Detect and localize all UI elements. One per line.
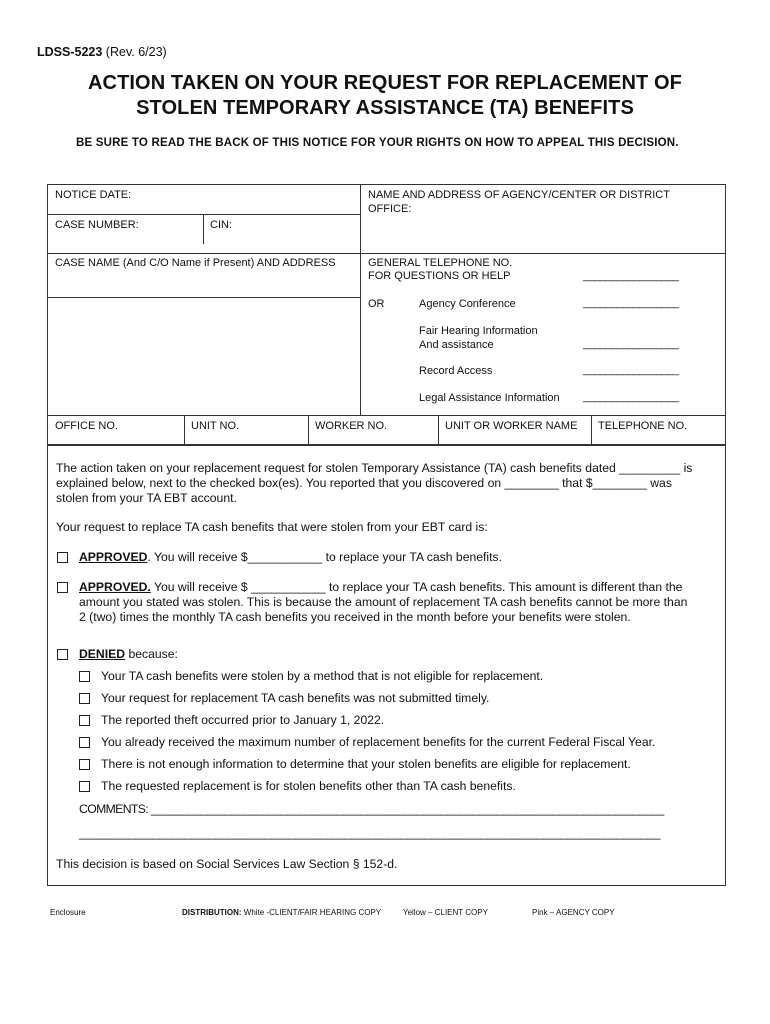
denied-text: because: <box>125 647 178 661</box>
approved-different-label: APPROVED. <box>79 580 151 594</box>
distribution-white: White -CLIENT/FAIR HEARING COPY <box>241 908 382 917</box>
denied-reason-checkbox[interactable] <box>79 693 90 704</box>
distribution-pink: Pink – AGENCY COPY <box>532 908 615 917</box>
denied-reason: The reported theft occurred prior to January 1, 2022. <box>101 713 385 727</box>
intro-line-1: The action taken on your replacement request for stolen Temporary Assistance (TA) cash benefits dated _________ is <box>56 461 693 475</box>
agency-address-label-1: NAME AND ADDRESS OF AGENCY/CENTER OR DISTRICT <box>368 189 670 201</box>
request-line: Your request to replace TA cash benefits that were stolen from your EBT card is: <box>56 520 488 534</box>
decision-basis: This decision is based on Social Services Law Section § 152-d. <box>56 857 398 871</box>
denied-reason: The requested replacement is for stolen benefits other than TA cash benefits. <box>101 779 516 793</box>
approved-different-text-2: amount you stated was stolen. This is because the amount of replacement TA cash benefits cannot be more than <box>79 595 688 609</box>
agency-conference-label: Agency Conference <box>419 298 516 310</box>
grid-divider <box>591 415 592 445</box>
approved-label: APPROVED <box>79 550 148 564</box>
distribution-label <box>182 908 381 917</box>
approved-different-option <box>79 580 682 595</box>
fair-hearing-label-2: And assistance <box>419 339 494 351</box>
fair-hearing-blank[interactable]: _________________ <box>583 338 679 350</box>
denied-reason: You already received the maximum number of replacement benefits for the current Federal Fiscal Year. <box>101 735 656 749</box>
notice-date-label: NOTICE DATE: <box>55 189 132 201</box>
denied-reason-checkbox[interactable] <box>79 781 90 792</box>
denied-label: DENIED <box>79 647 126 661</box>
decision-box <box>47 445 726 886</box>
fair-hearing-label-1: Fair Hearing Information <box>419 325 538 337</box>
grid-divider <box>47 253 726 254</box>
unit-no-label: UNIT NO. <box>191 420 240 432</box>
distribution-yellow: Yellow – CLIENT COPY <box>403 908 488 917</box>
info-grid <box>47 184 726 445</box>
denied-reason-checkbox[interactable] <box>79 759 90 770</box>
denied-reason-checkbox[interactable] <box>79 671 90 682</box>
intro-line-2: explained below, next to the checked box(es). You reported that you discovered on ________ that $________ was <box>56 476 672 490</box>
form-revision: (Rev. 6/23) <box>105 45 167 59</box>
page-title-line-1: ACTION TAKEN ON YOUR REQUEST FOR REPLACEMENT OF <box>88 72 682 94</box>
approved-text: . You will receive $___________ to replace your TA cash benefits. <box>147 550 502 564</box>
grid-divider <box>438 415 439 445</box>
approved-different-checkbox[interactable] <box>57 582 68 593</box>
record-access-label: Record Access <box>419 365 493 377</box>
enclosure-label: Enclosure <box>50 908 86 917</box>
denied-option <box>79 647 178 662</box>
denied-reason: There is not enough information to determine that your stolen benefits are eligible for replacement. <box>101 757 631 771</box>
legal-assistance-blank[interactable]: _________________ <box>583 391 679 403</box>
denied-reason-checkbox[interactable] <box>79 737 90 748</box>
grid-divider <box>184 415 185 445</box>
denied-checkbox[interactable] <box>57 649 68 660</box>
telephone-no-label: TELEPHONE NO. <box>598 420 688 432</box>
phone-blank[interactable]: _________________ <box>583 270 679 282</box>
denied-reason: Your TA cash benefits were stolen by a method that is not eligible for replacement. <box>101 669 544 683</box>
intro-line-3: stolen from your TA EBT account. <box>56 491 237 505</box>
approved-option <box>79 550 502 565</box>
phone-label-2: FOR QUESTIONS OR HELP <box>368 270 511 282</box>
case-number-label: CASE NUMBER: <box>55 219 139 231</box>
grid-divider <box>360 184 361 415</box>
worker-no-label: WORKER NO. <box>315 420 388 432</box>
denied-reason-checkbox[interactable] <box>79 715 90 726</box>
grid-divider <box>47 415 726 416</box>
grid-divider <box>203 214 204 244</box>
cin-label: CIN: <box>210 219 232 231</box>
legal-assistance-label: Legal Assistance Information <box>419 392 560 404</box>
denied-reason: Your request for replacement TA cash benefits was not submitted timely. <box>101 691 490 705</box>
approved-different-text-1: You will receive $ ___________ to replace your TA cash benefits. This amount is different than the <box>150 580 683 594</box>
unit-worker-name-label: UNIT OR WORKER NAME <box>445 420 578 432</box>
distribution-heading: DISTRIBUTION: <box>182 908 242 917</box>
or-label: OR <box>368 298 385 310</box>
form-number: LDSS-5223 <box>37 45 103 59</box>
agency-address-label-2: OFFICE: <box>368 203 412 215</box>
office-no-label: OFFICE NO. <box>55 420 118 432</box>
case-name-label: CASE NAME (And C/O Name if Present) AND ADDRESS <box>55 257 336 269</box>
appeal-notice: BE SURE TO READ THE BACK OF THIS NOTICE FOR YOUR RIGHTS ON HOW TO APPEAL THIS DECISION. <box>76 137 679 149</box>
page-title-line-2: STOLEN TEMPORARY ASSISTANCE (TA) BENEFITS <box>136 97 634 119</box>
comments-line-2[interactable]: ______________________________________________________________________________________________ <box>79 826 660 840</box>
approved-different-text-3: 2 (two) times the monthly TA cash benefits you received in the month before your benefits were stolen. <box>79 610 631 624</box>
grid-divider <box>47 297 360 298</box>
approved-checkbox[interactable] <box>57 552 68 563</box>
form-id <box>37 45 167 59</box>
grid-divider <box>308 415 309 445</box>
comments-line-1[interactable]: COMMENTS: ___________________________________________________________________________________ <box>79 802 664 816</box>
agency-conference-blank[interactable]: _________________ <box>583 297 679 309</box>
record-access-blank[interactable]: _________________ <box>583 364 679 376</box>
phone-label-1: GENERAL TELEPHONE NO. <box>368 257 513 269</box>
